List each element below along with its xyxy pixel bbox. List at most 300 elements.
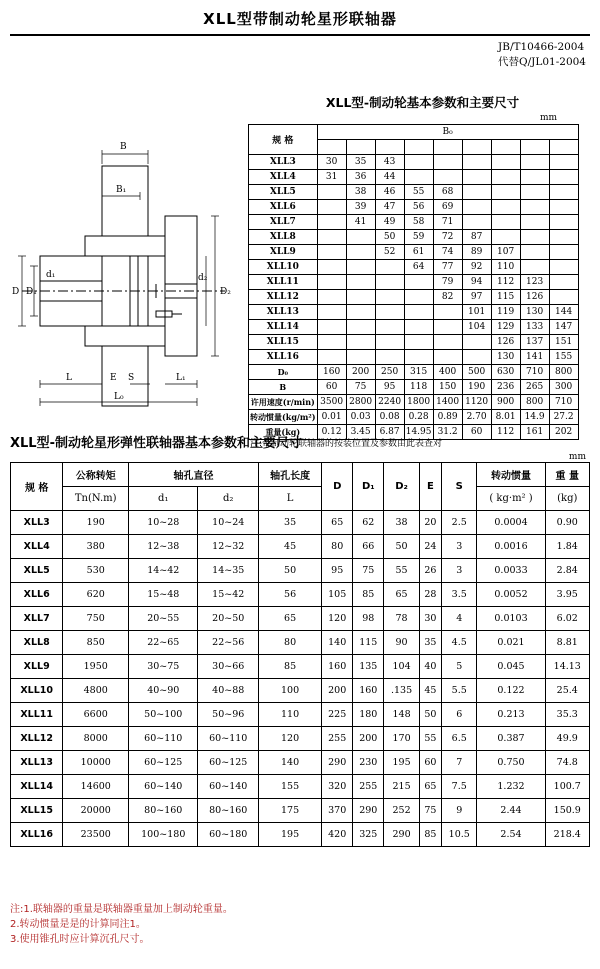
cell: 50 [375, 230, 404, 245]
cell: 160 [322, 655, 353, 679]
th-L: L [259, 487, 322, 511]
cell: 175 [259, 799, 322, 823]
cell: 105 [322, 583, 353, 607]
cell [462, 335, 491, 350]
table1-spec: XLL7 [249, 215, 318, 230]
cell [491, 200, 520, 215]
cell: 85 [353, 583, 384, 607]
row-spec: XLL9 [11, 655, 63, 679]
cell: 0.213 [477, 703, 545, 727]
cell [404, 170, 433, 185]
table-row [249, 275, 579, 290]
table-row [11, 703, 590, 727]
cell: 400 [433, 365, 462, 380]
footnote-3: 3.使用锥孔时应计算沉孔尺寸。 [10, 934, 150, 945]
cell: 9 [441, 799, 477, 823]
cell: 100~180 [129, 823, 198, 847]
cell: 98 [353, 607, 384, 631]
cell: 80 [259, 631, 322, 655]
cell: 36 [346, 170, 375, 185]
dim-label-L0: L₀ [114, 392, 124, 402]
cell: 6600 [63, 703, 129, 727]
cell: 20~55 [129, 607, 198, 631]
footnotes [10, 902, 233, 947]
table-row [11, 679, 590, 703]
cell: 56 [259, 583, 322, 607]
table1-col-4 [404, 140, 433, 155]
cell [375, 305, 404, 320]
cell [520, 260, 549, 275]
cell [375, 260, 404, 275]
cell: 64 [404, 260, 433, 275]
cell: 150 [433, 380, 462, 395]
cell: 22~65 [129, 631, 198, 655]
cell: 155 [549, 350, 578, 365]
cell: 320 [322, 775, 353, 799]
cell: 1950 [63, 655, 129, 679]
cell: 95 [322, 559, 353, 583]
footnote-2: 2.转动惯量是是的计算同注1。 [10, 919, 146, 930]
cell: 65 [419, 775, 441, 799]
table-row [249, 320, 579, 335]
cell: 900 [491, 395, 520, 410]
cell: 4.5 [441, 631, 477, 655]
table-row [249, 410, 579, 425]
table1-col-1 [317, 140, 346, 155]
cell: 200 [322, 679, 353, 703]
cell: 8.81 [545, 631, 589, 655]
cell: 65 [322, 511, 353, 535]
cell: 3 [441, 535, 477, 559]
cell: 15~48 [129, 583, 198, 607]
cell: 120 [322, 607, 353, 631]
table1-spec: XLL3 [249, 155, 318, 170]
cell [317, 305, 346, 320]
cell [520, 170, 549, 185]
cell: 300 [549, 380, 578, 395]
row-spec: XLL3 [11, 511, 63, 535]
table-row [249, 380, 579, 395]
cell: 230 [353, 751, 384, 775]
cell: 218.4 [545, 823, 589, 847]
cell [520, 200, 549, 215]
table-row [11, 751, 590, 775]
row-spec: XLL7 [11, 607, 63, 631]
cell [433, 305, 462, 320]
table1-spec: XLL15 [249, 335, 318, 350]
cell: 2.70 [462, 410, 491, 425]
cell: 15~42 [198, 583, 259, 607]
cell: 10000 [63, 751, 129, 775]
cell: 1800 [404, 395, 433, 410]
row-spec: XLL4 [11, 535, 63, 559]
th-D: D [322, 463, 353, 511]
cell: 170 [384, 727, 420, 751]
th-weight-sub: (kg) [545, 487, 589, 511]
th-spec: 规 格 [11, 463, 63, 511]
cell: 2.54 [477, 823, 545, 847]
cell: 10~24 [198, 511, 259, 535]
th-E: E [419, 463, 441, 511]
cell: 87 [462, 230, 491, 245]
cell: 118 [404, 380, 433, 395]
cell: 3.95 [545, 583, 589, 607]
row-spec: XLL16 [11, 823, 63, 847]
table2-header-row2 [11, 487, 590, 511]
cell: 74 [433, 245, 462, 260]
row-spec: XLL10 [11, 679, 63, 703]
cell [433, 350, 462, 365]
row-spec: XLL5 [11, 559, 63, 583]
table1-spec: XLL9 [249, 245, 318, 260]
table1-spec: XLL4 [249, 170, 318, 185]
cell: 2240 [375, 395, 404, 410]
cell [491, 215, 520, 230]
cell [346, 260, 375, 275]
cell [317, 245, 346, 260]
cell: 225 [322, 703, 353, 727]
dim-label-d1: d₁ [46, 270, 56, 280]
cell: 107 [491, 245, 520, 260]
cell [317, 290, 346, 305]
cell: 52 [375, 245, 404, 260]
cell [462, 170, 491, 185]
cell: 140 [259, 751, 322, 775]
table-row [249, 200, 579, 215]
cell: 60~125 [198, 751, 259, 775]
cell: 3.5 [441, 583, 477, 607]
cell [520, 215, 549, 230]
cell: 50 [259, 559, 322, 583]
cell: 35 [419, 631, 441, 655]
cell: 0.0033 [477, 559, 545, 583]
cell: 50~96 [198, 703, 259, 727]
cell: 215 [384, 775, 420, 799]
cell [520, 230, 549, 245]
cell: 123 [520, 275, 549, 290]
cell: 236 [491, 380, 520, 395]
cell: 75 [419, 799, 441, 823]
cell [549, 215, 578, 230]
cell: 92 [462, 260, 491, 275]
cell: 41 [346, 215, 375, 230]
cell: 79 [433, 275, 462, 290]
cell: 26 [419, 559, 441, 583]
row-spec: XLL11 [11, 703, 63, 727]
cell [317, 230, 346, 245]
cell: 90 [384, 631, 420, 655]
cell [317, 320, 346, 335]
cell [549, 230, 578, 245]
cell: 151 [549, 335, 578, 350]
cell [433, 170, 462, 185]
th-bore-len: 轴孔长度 [259, 463, 322, 487]
table1-spec: XLL14 [249, 320, 318, 335]
cell: 60~110 [129, 727, 198, 751]
cell: 0.0052 [477, 583, 545, 607]
cell [520, 185, 549, 200]
cell: 800 [549, 365, 578, 380]
cell [462, 350, 491, 365]
cell [491, 230, 520, 245]
cell [346, 350, 375, 365]
dim-label-L: L [66, 373, 72, 383]
table1-note: 注:带制动轮联轴器的按装位置及参数由此表查对 [250, 439, 443, 449]
cell: 10~28 [129, 511, 198, 535]
cell: 161 [520, 425, 549, 440]
th-S: S [441, 463, 477, 511]
cell: 0.122 [477, 679, 545, 703]
cell [462, 155, 491, 170]
cell: 315 [404, 365, 433, 380]
cell: 141 [520, 350, 549, 365]
table1-unit: mm [540, 113, 558, 123]
cell [317, 335, 346, 350]
cell: 0.0016 [477, 535, 545, 559]
cell: 112 [491, 275, 520, 290]
cell: 60~140 [198, 775, 259, 799]
table1-col-6 [462, 140, 491, 155]
cell: 140 [322, 631, 353, 655]
cell: 5.5 [441, 679, 477, 703]
cell: 8.01 [491, 410, 520, 425]
cell: 40 [419, 655, 441, 679]
cell [404, 155, 433, 170]
cell: 97 [462, 290, 491, 305]
cell: 75 [353, 559, 384, 583]
coupling-drawing-svg [10, 136, 242, 426]
cell: 47 [375, 200, 404, 215]
cell: 750 [63, 607, 129, 631]
cell: 14~35 [198, 559, 259, 583]
cell: 7.5 [441, 775, 477, 799]
cell: 126 [520, 290, 549, 305]
table1-col-9 [549, 140, 578, 155]
cell [433, 335, 462, 350]
cell [549, 185, 578, 200]
cell [375, 290, 404, 305]
table1-spec: XLL11 [249, 275, 318, 290]
cell: 60~140 [129, 775, 198, 799]
footnote-1: 注:1.联轴器的重量是联轴器重量加上制动轮重量。 [10, 904, 233, 915]
cell: 12~32 [198, 535, 259, 559]
cell: 5 [441, 655, 477, 679]
cell: 115 [491, 290, 520, 305]
cell [317, 215, 346, 230]
cell: 10.5 [441, 823, 477, 847]
cell: 2.44 [477, 799, 545, 823]
cell: 80~160 [129, 799, 198, 823]
cell [549, 245, 578, 260]
page-title: XLL型带制动轮星形联轴器 [203, 10, 397, 28]
cell: 0.0004 [477, 511, 545, 535]
cell: 71 [433, 215, 462, 230]
cell: 80 [322, 535, 353, 559]
cell: 202 [549, 425, 578, 440]
cell: 112 [491, 425, 520, 440]
cell: 104 [384, 655, 420, 679]
cell: 195 [259, 823, 322, 847]
dim-label-B1: B₁ [116, 185, 127, 195]
cell: 255 [353, 775, 384, 799]
cell [520, 155, 549, 170]
cell [346, 230, 375, 245]
cell [462, 185, 491, 200]
cell: 72 [433, 230, 462, 245]
cell: 190 [462, 380, 491, 395]
row-spec: XLL6 [11, 583, 63, 607]
table-row [249, 395, 579, 410]
cell: 44 [375, 170, 404, 185]
cell: 60~110 [198, 727, 259, 751]
cell: 69 [433, 200, 462, 215]
cell [375, 350, 404, 365]
cell: 30 [419, 607, 441, 631]
table2-header-row [11, 463, 590, 487]
dim-label-S: S [128, 373, 135, 383]
cell: 265 [520, 380, 549, 395]
cell: 31.2 [433, 425, 462, 440]
cell: 60~125 [129, 751, 198, 775]
cell: 12~38 [129, 535, 198, 559]
table2-head [11, 463, 590, 511]
table1-spec: XLL5 [249, 185, 318, 200]
cell: 4 [441, 607, 477, 631]
dim-label-E: E [110, 373, 117, 383]
table1-param-label: B [249, 380, 318, 395]
cell [404, 320, 433, 335]
cell: 39 [346, 200, 375, 215]
cell: 200 [346, 365, 375, 380]
cell [549, 200, 578, 215]
cell: 38 [346, 185, 375, 200]
cell [404, 350, 433, 365]
cell: 40~88 [198, 679, 259, 703]
cell: 710 [549, 395, 578, 410]
cell: 66 [353, 535, 384, 559]
cell [375, 275, 404, 290]
cell: 0.28 [404, 410, 433, 425]
table1-param-label: D₀ [249, 365, 318, 380]
cell [491, 185, 520, 200]
table2 [10, 462, 590, 847]
cell [549, 275, 578, 290]
table-row [11, 631, 590, 655]
cell: 28 [419, 583, 441, 607]
cell: 35 [259, 511, 322, 535]
cell: 6.02 [545, 607, 589, 631]
cell: 14.13 [545, 655, 589, 679]
cell: 23500 [63, 823, 129, 847]
cell: 55 [384, 559, 420, 583]
cell: 147 [549, 320, 578, 335]
cell: 50~100 [129, 703, 198, 727]
table-row [11, 655, 590, 679]
th-inertia-sub: ( kg·m² ) [477, 487, 545, 511]
cell: 110 [259, 703, 322, 727]
cell: 290 [384, 823, 420, 847]
cell: 0.03 [346, 410, 375, 425]
table1-param-label: 转动惯量(kg/m²) [249, 410, 318, 425]
cell: 620 [63, 583, 129, 607]
standard-code-1: JB/T10466-2004 [498, 41, 585, 53]
cell: 43 [375, 155, 404, 170]
table-row [11, 583, 590, 607]
table-row [249, 185, 579, 200]
cell [549, 170, 578, 185]
cell: 195 [384, 751, 420, 775]
cell: .135 [384, 679, 420, 703]
table1-spec: XLL16 [249, 350, 318, 365]
cell: 65 [384, 583, 420, 607]
table1-spec: XLL10 [249, 260, 318, 275]
cell: 135 [353, 655, 384, 679]
cell: 6.87 [375, 425, 404, 440]
cell [433, 155, 462, 170]
cell: 1400 [433, 395, 462, 410]
table1-body [249, 125, 579, 440]
cell: 14.95 [404, 425, 433, 440]
cell: 35 [346, 155, 375, 170]
cell: 1120 [462, 395, 491, 410]
cell: 25.4 [545, 679, 589, 703]
cell: 115 [353, 631, 384, 655]
cell [317, 260, 346, 275]
table1 [248, 124, 579, 440]
cell [462, 200, 491, 215]
cell: 325 [353, 823, 384, 847]
cell: 75 [346, 380, 375, 395]
cell [317, 185, 346, 200]
standard-code-2: 代替Q/JL01-2004 [498, 56, 586, 68]
cell: 74.8 [545, 751, 589, 775]
cell: 255 [322, 727, 353, 751]
cell: 85 [259, 655, 322, 679]
cell: 0.01 [317, 410, 346, 425]
cell: 2.5 [441, 511, 477, 535]
cell: 60~180 [198, 823, 259, 847]
cell [375, 335, 404, 350]
table1-col-2 [346, 140, 375, 155]
cell: 60 [419, 751, 441, 775]
cell: 46 [375, 185, 404, 200]
cell [346, 335, 375, 350]
cell: 20 [419, 511, 441, 535]
table2-unit: mm [568, 452, 586, 462]
table-row [249, 260, 579, 275]
table-row [11, 823, 590, 847]
cell: 35.3 [545, 703, 589, 727]
cell: 85 [419, 823, 441, 847]
cell: 133 [520, 320, 549, 335]
cell: 100.7 [545, 775, 589, 799]
cell [404, 275, 433, 290]
cell: 100 [259, 679, 322, 703]
table1-col-7 [491, 140, 520, 155]
table1-spec: XLL13 [249, 305, 318, 320]
table-row [249, 230, 579, 245]
cell: 60 [462, 425, 491, 440]
cell [549, 290, 578, 305]
row-spec: XLL15 [11, 799, 63, 823]
table2-body [11, 511, 590, 847]
cell: 30~75 [129, 655, 198, 679]
cell: 94 [462, 275, 491, 290]
cell: 160 [353, 679, 384, 703]
cell [404, 305, 433, 320]
cell: 45 [419, 679, 441, 703]
cell: 104 [462, 320, 491, 335]
